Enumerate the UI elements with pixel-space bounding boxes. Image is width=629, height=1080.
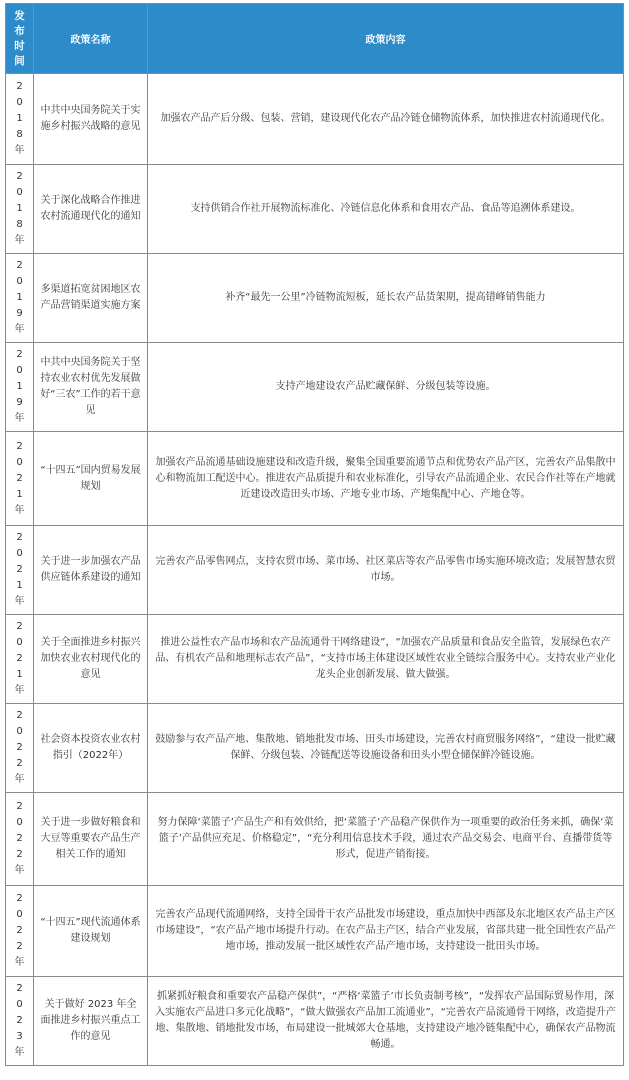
- policy-name-cell: 关于深化战略合作推进农村流通现代化的通知: [34, 165, 148, 254]
- policy-content-cell: 抓紧抓好粮食和重要农产品稳产保供”，“严格‘菜篮子’市长负责制考核”，“发挥农产品国际贸易作用，深入实施农产品进口多元化战略”，“做大做强农产品加工流通业”，“完善农产品流通骨干网络，改造提升产地、集散地、销地批发市场，布局建设一批城郊大仓基地，支持建设产地冷链集配中心，确保农产品物流畅通。: [148, 977, 624, 1066]
- policy-content-cell: 努力保障‘菜篮子’产品生产和有效供给，把‘菜篮子’产品稳产保供作为一项重要的政治任务来抓，确保‘菜篮子’产品供应充足、价格稳定”，“充分利用信息技术手段，通过农产品交易会、电商平台、直播带货等形式，促进产销衔接。: [148, 793, 624, 886]
- table-row: [6, 432, 624, 526]
- header-time: 发布时间: [6, 4, 34, 74]
- table-row: [6, 977, 624, 1066]
- year-cell: 2021年: [6, 432, 34, 526]
- policy-table: [5, 3, 624, 1066]
- policy-content-cell: 加强农产品流通基础设施建设和改造升级，聚集全国重要流通节点和优势农产品产区，完善农产品集散中心和物流加工配送中心。推进农产品质提升和农业标准化，引导农产品流通企业、农民合作社等在产地就近建设改造田头市场、产地专业市场、产地集配中心、产地仓等。: [148, 432, 624, 526]
- year-cell: 2021年: [6, 526, 34, 615]
- policy-content-cell: 加强农产品产后分级、包装、营销，建设现代化农产品冷链仓储物流体系，加快推进农村流通现代化。: [148, 74, 624, 165]
- year-cell: 2019年: [6, 254, 34, 343]
- year-cell: 2021年: [6, 615, 34, 704]
- policy-name-cell: 关于全面推进乡村振兴加快农业农村现代化的意见: [34, 615, 148, 704]
- policy-content-cell: 完善农产品现代流通网络，支持全国骨干农产品批发市场建设，重点加快中西部及东北地区农产品主产区市场建设”，“农产品产地市场提升行动。在农产品主产区，结合产业发展，省部共建一批全国性农产品产地市场，推动发展一批区域性农产品产地市场，支持建设一批田头市场。: [148, 886, 624, 977]
- policy-name-cell: 多渠道拓宽贫困地区农产品营销渠道实施方案: [34, 254, 148, 343]
- table-row: [6, 74, 624, 165]
- header-content: 政策内容: [148, 4, 624, 74]
- policy-name-cell: 关于进一步做好粮食和大豆等重要农产品生产相关工作的通知: [34, 793, 148, 886]
- policy-name-cell: 中共中央国务院关于实施乡村振兴战略的意见: [34, 74, 148, 165]
- policy-name-cell: 关于进一步加强农产品供应链体系建设的通知: [34, 526, 148, 615]
- policy-name-cell: 社会资本投资农业农村指引（2022年）: [34, 704, 148, 793]
- policy-content-cell: 补齐“最先一公里”冷链物流短板，延长农产品货架期，提高错峰销售能力: [148, 254, 624, 343]
- policy-name-cell: 中共中央国务院关于坚持农业农村优先发展做好“三农”工作的若干意见: [34, 343, 148, 432]
- policy-content-cell: 支持产地建设农产品贮藏保鲜、分级包装等设施。: [148, 343, 624, 432]
- table-row: [6, 254, 624, 343]
- policy-content-cell: 支持供销合作社开展物流标准化、冷链信息化体系和食用农产品、食品等追溯体系建设。: [148, 165, 624, 254]
- policy-content-cell: 推进公益性农产品市场和农产品流通骨干网络建设”，“加强农产品质量和食品安全监管，发展绿色农产品、有机农产品和地理标志农产品”，“支持市场主体建设区域性农业全链综合服务中心。支持农业产业化龙头企业创新发展、做大做强。: [148, 615, 624, 704]
- policy-content-cell: 完善农产品零售网点，支持农贸市场、菜市场、社区菜店等农产品零售市场实施环境改造；发展智慧农贸市场。: [148, 526, 624, 615]
- policy-name-cell: 关于做好 2023 年全面推进乡村振兴重点工作的意见: [34, 977, 148, 1066]
- table-row: [6, 615, 624, 704]
- table-row: [6, 704, 624, 793]
- policy-name-cell: “十四五”现代流通体系建设规划: [34, 886, 148, 977]
- table-row: [6, 886, 624, 977]
- header-row: [6, 4, 624, 74]
- table-row: [6, 526, 624, 615]
- year-cell: 2023年: [6, 977, 34, 1066]
- year-cell: 2018年: [6, 165, 34, 254]
- policy-name-cell: “十四五”国内贸易发展规划: [34, 432, 148, 526]
- year-cell: 2018年: [6, 74, 34, 165]
- table-row: [6, 165, 624, 254]
- table-row: [6, 793, 624, 886]
- year-cell: 2022年: [6, 793, 34, 886]
- header-name: 政策名称: [34, 4, 148, 74]
- year-cell: 2022年: [6, 704, 34, 793]
- policy-content-cell: 鼓励参与农产品产地、集散地、销地批发市场、田头市场建设，完善农村商贸服务网络”，“建设一批贮藏保鲜、分级包装、冷链配送等设施设备和田头小型仓储保鲜冷链设施。: [148, 704, 624, 793]
- table-row: [6, 343, 624, 432]
- year-cell: 2022年: [6, 886, 34, 977]
- year-cell: 2019年: [6, 343, 34, 432]
